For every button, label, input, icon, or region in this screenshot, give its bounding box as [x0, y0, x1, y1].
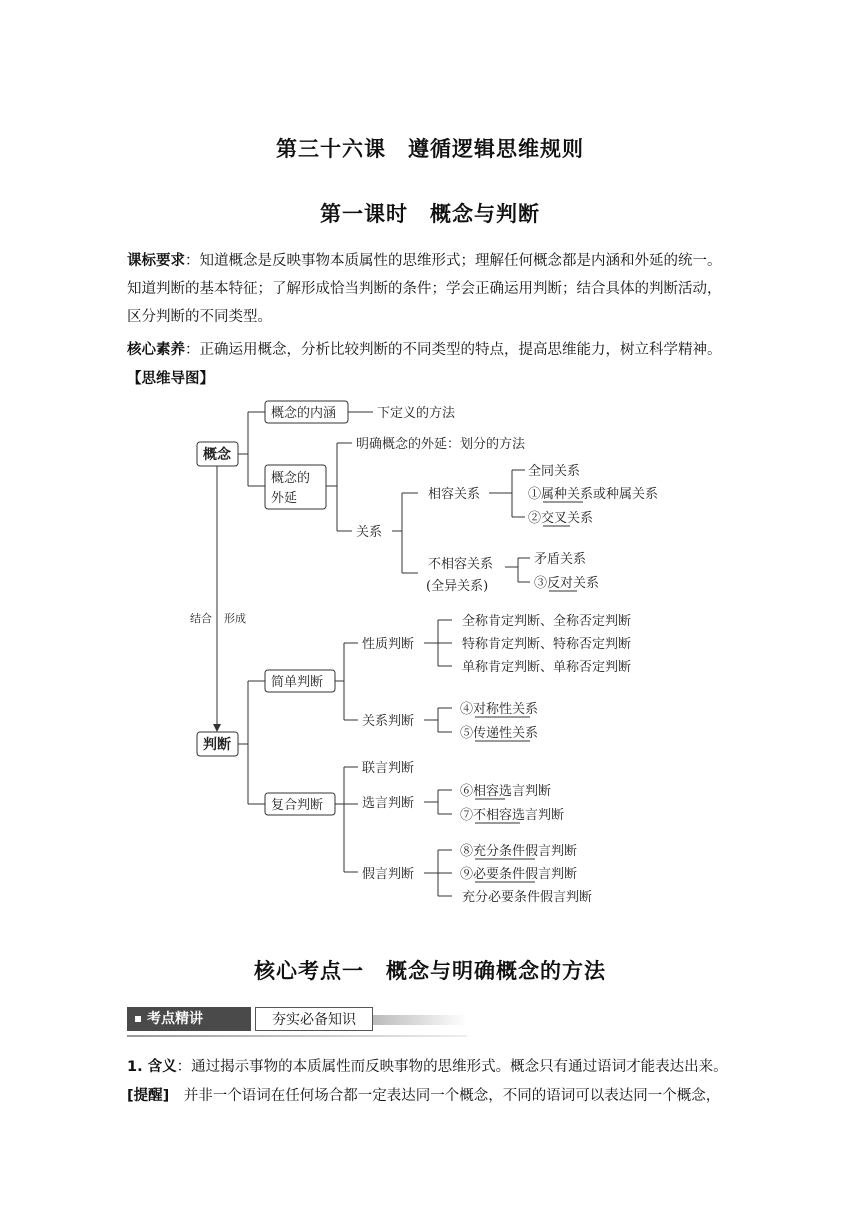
- arrow-down-icon: [213, 724, 221, 732]
- point-1-text: ：通过揭示事物的本质属性而反映事物的思维形式。概念只有通过语词才能表达出来。: [176, 1059, 728, 1075]
- item-8: ⑧充分条件假言判断: [460, 844, 578, 859]
- square-icon: [135, 1016, 141, 1022]
- hypothetical-judgment-node: 假言判断: [362, 867, 415, 882]
- section-banner: [127, 1005, 467, 1035]
- same-relation: 全同关系: [528, 464, 581, 479]
- item-9: ⑨必要条件假言判断: [460, 867, 578, 882]
- nature-item-3: 单称肯定判断、单称否定判断: [462, 660, 632, 675]
- extension-method: 明确概念的外延：划分的方法: [356, 437, 526, 452]
- banner-light-tab: 夯实必备知识: [255, 1007, 373, 1031]
- literacy-text: ：正确运用概念，分析比较判断的不同类型的特点，提高思维能力，树立科学精神。: [185, 342, 722, 358]
- conjunctive-judgment: 联言判断: [362, 761, 415, 776]
- item-2: ②交叉关系: [528, 511, 594, 526]
- relation-node: 关系: [356, 525, 383, 540]
- incompatible-node-line-1: 不相容关系: [428, 557, 494, 572]
- lesson-title: 第三十六课 遵循逻辑思维规则: [276, 137, 584, 161]
- item-7: ⑦不相容选言判断: [460, 808, 565, 823]
- requirements-label: 课标要求: [127, 253, 185, 269]
- extension-node-line-1: 概念的: [271, 471, 311, 486]
- section-title: 第一课时 概念与判断: [320, 202, 540, 226]
- necessary-sufficient-judgment: 充分必要条件假言判断: [462, 890, 593, 905]
- literacy-paragraph: [127, 336, 739, 364]
- item-6: ⑥相容选言判断: [460, 784, 552, 799]
- relational-judgment-node: 关系判断: [362, 714, 415, 729]
- core-point-title: 核心考点一 概念与明确概念的方法: [254, 959, 606, 983]
- connect-label-1: 结合: [190, 612, 212, 625]
- requirements-line-1: [127, 247, 739, 275]
- nature-judgment-node: 性质判断: [362, 637, 415, 652]
- reminder-text: 并非一个语词在任何场合都一定表达同一个概念，不同的语词可以表达同一个概念，: [169, 1088, 721, 1104]
- compound-judgment-node: 复合判断: [271, 798, 324, 813]
- reminder-paragraph: [127, 1082, 739, 1110]
- banner-underline: [127, 1035, 467, 1037]
- requirements-line-2: 知道判断的基本特征；了解形成恰当判断的条件；学会正确运用判断；结合具体的判断活动，: [127, 281, 722, 297]
- compatible-node: 相容关系: [428, 487, 481, 502]
- mindmap-label: 【思维导图】: [127, 371, 214, 387]
- judgment-node: 判断: [203, 737, 231, 753]
- banner-fade: [373, 1015, 467, 1025]
- selective-judgment-node: 选言判断: [362, 796, 415, 811]
- simple-judgment-node: 简单判断: [271, 675, 324, 690]
- item-3: ③反对关系: [534, 576, 600, 591]
- point-1-paragraph: [127, 1053, 739, 1081]
- mind-map: [180, 388, 680, 908]
- connect-label-2: 形成: [224, 612, 246, 625]
- literacy-label: 核心素养: [127, 342, 185, 358]
- item-4: ④对称性关系: [460, 702, 539, 717]
- nature-item-1: 全称肯定判断、全称否定判断: [462, 614, 632, 629]
- requirements-text-1: ：知道概念是反映事物本质属性的思维形式；理解任何概念都是内涵和外延的统一。: [185, 253, 722, 269]
- connotation-method: 下定义的方法: [377, 406, 456, 421]
- connotation-node: 概念的内涵: [271, 406, 337, 421]
- nature-item-2: 特称肯定判断、特称否定判断: [462, 637, 632, 652]
- item-1: ①属种关系或种属关系: [528, 487, 659, 502]
- contradiction-relation: 矛盾关系: [534, 552, 587, 567]
- incompatible-node-line-2: (全异关系): [426, 579, 489, 594]
- extension-node-line-2: 外延: [271, 491, 298, 506]
- requirements-paragraph: [127, 247, 739, 331]
- concept-node: 概念: [203, 447, 231, 463]
- point-1-label: 1. 含义: [127, 1059, 177, 1075]
- banner-dark-label: 考点精讲: [147, 1011, 203, 1027]
- requirements-line-3: 区分判断的不同类型。: [127, 309, 272, 325]
- reminder-label: [提醒]: [127, 1088, 170, 1104]
- item-5: ⑤传递性关系: [460, 726, 539, 741]
- banner-dark-tab: [127, 1007, 251, 1031]
